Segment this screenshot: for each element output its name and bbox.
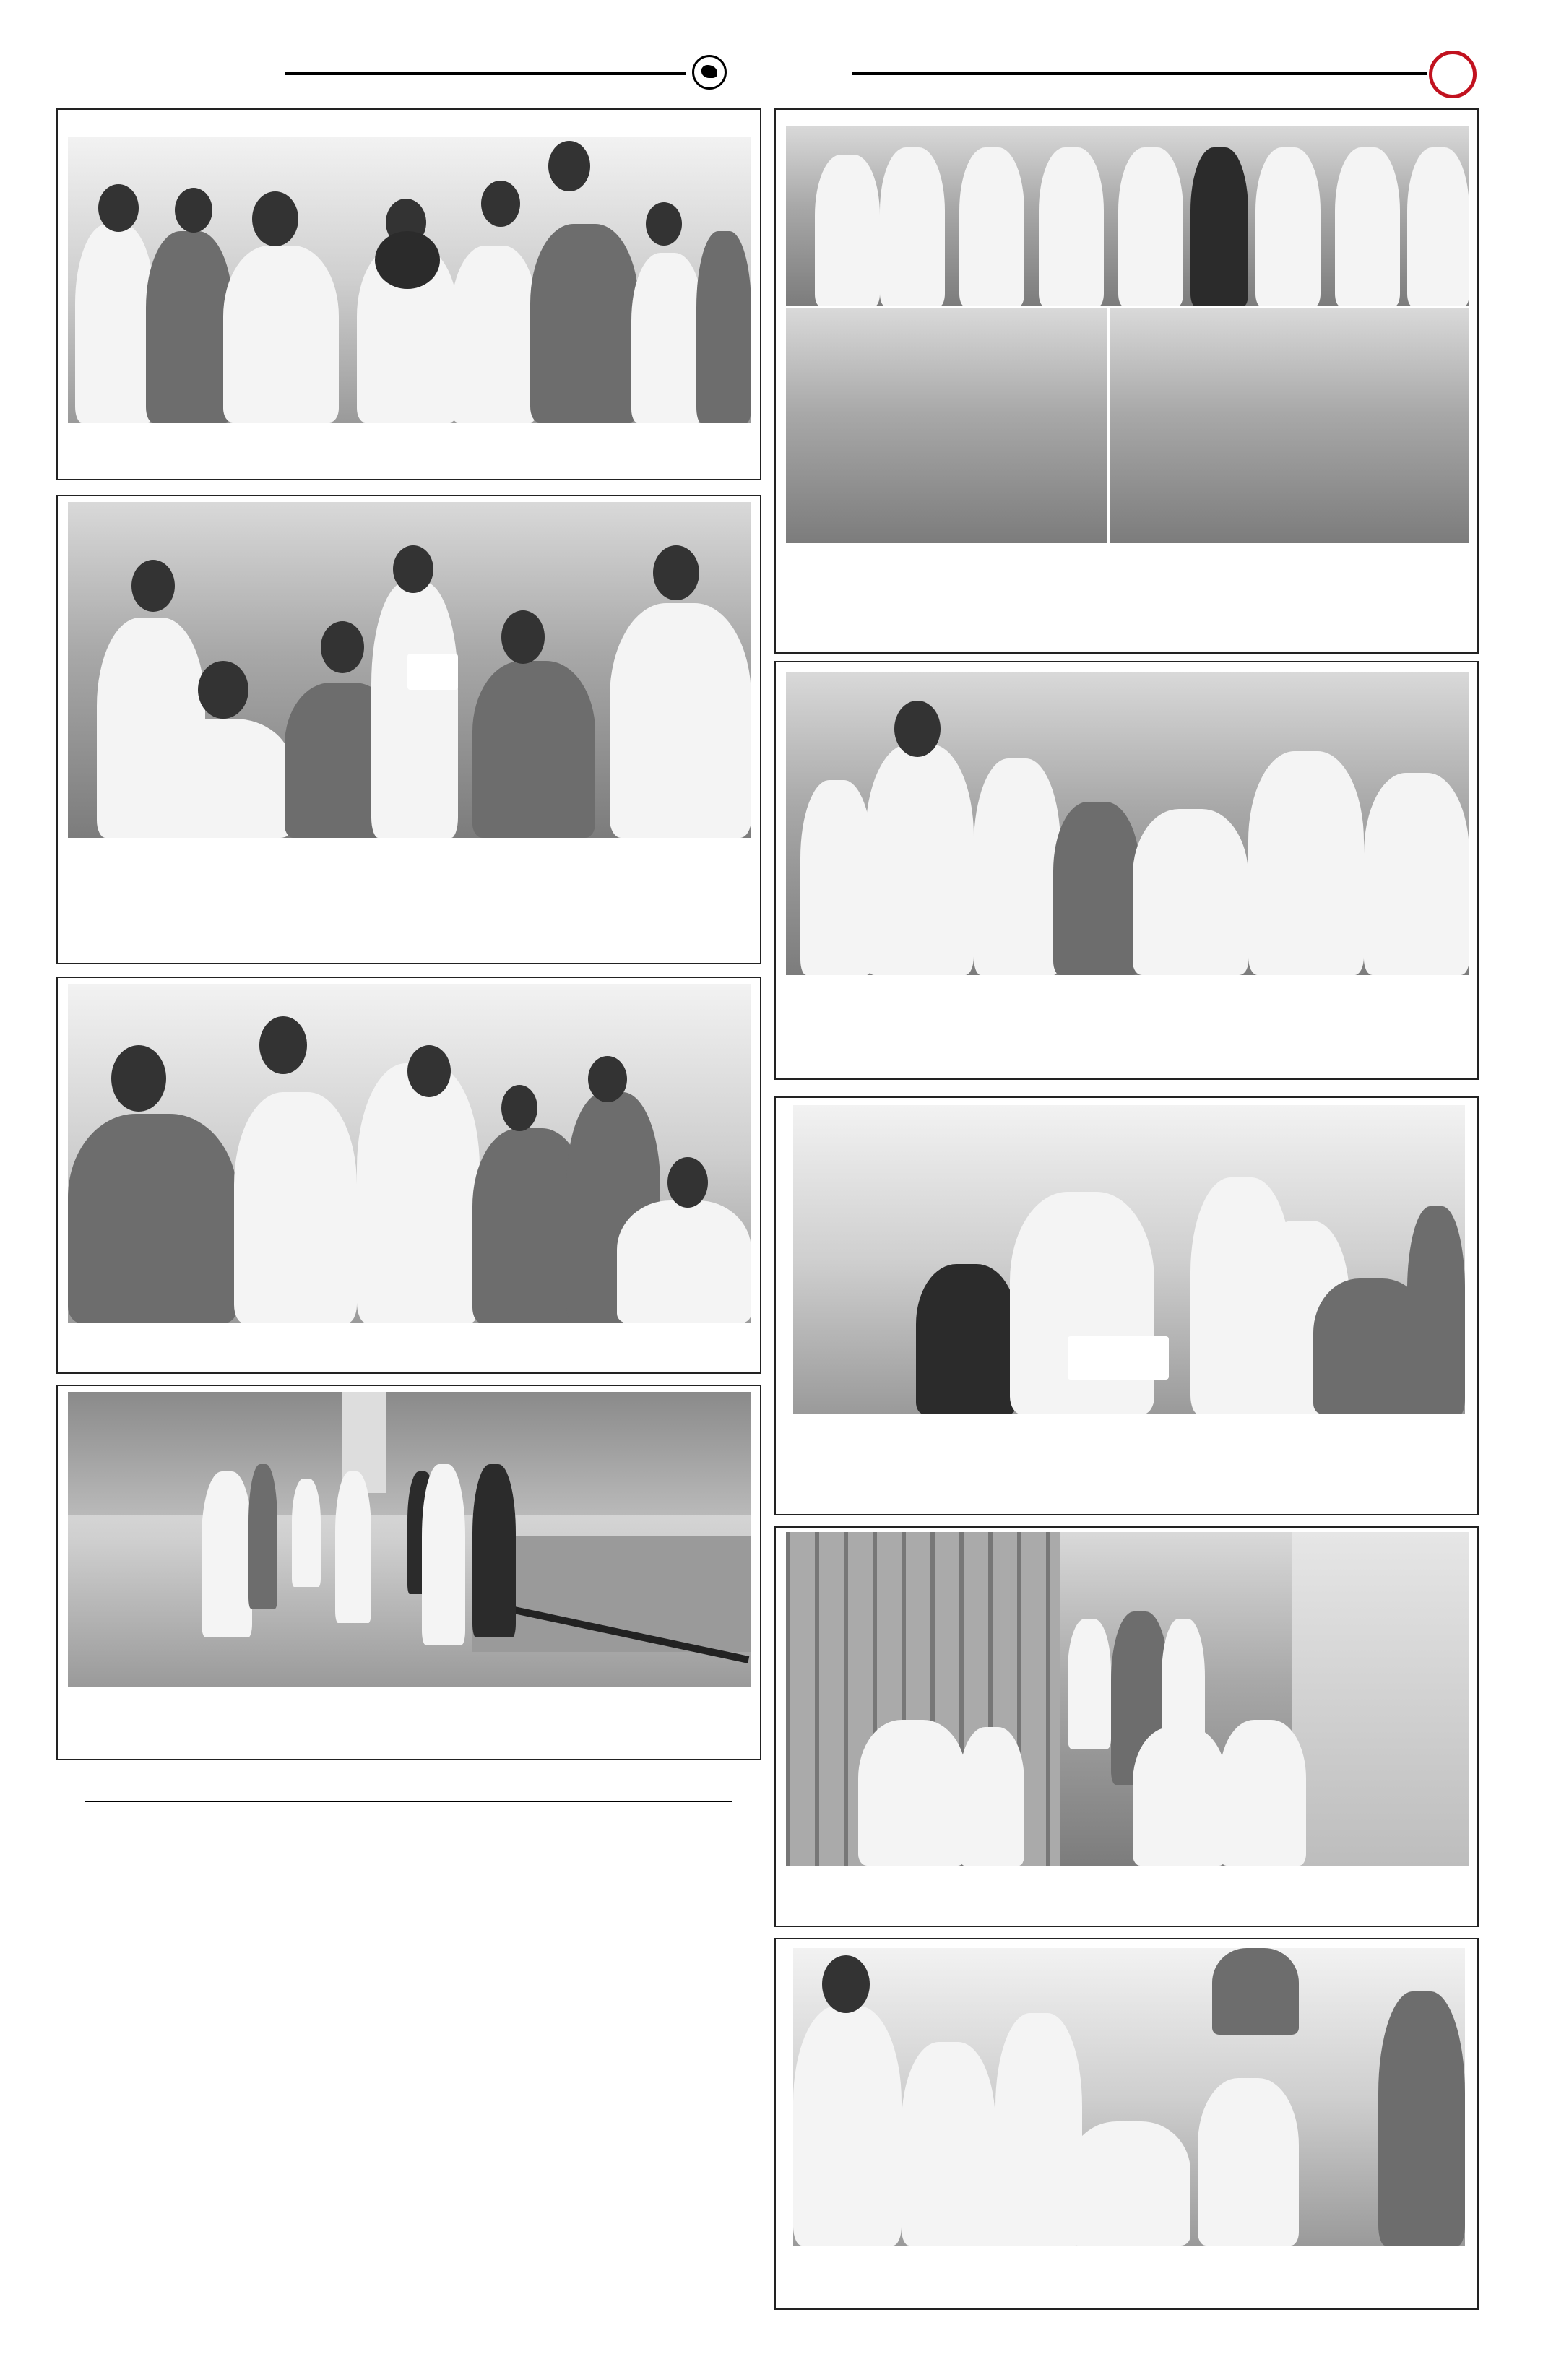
news-photo-box-right-1 [774, 108, 1479, 654]
news-photo-box-left-1 [56, 108, 761, 480]
news-photo-box-left-2 [56, 495, 761, 964]
photo-office-desk-meeting [793, 1105, 1465, 1414]
news-photo-box-left-4 [56, 1385, 761, 1760]
header-rule-right [852, 72, 1427, 75]
photo-statue-garland-tribute [786, 1532, 1469, 1866]
photo-student-gathering-left [786, 308, 1107, 543]
news-photo-box-right-3 [774, 1096, 1479, 1515]
news-photo-box-right-2 [774, 661, 1479, 1080]
left-column-divider [85, 1801, 732, 1802]
photo-office-visit [793, 1948, 1465, 2246]
red-circle-page-marker-icon [1429, 51, 1477, 98]
news-photo-box-right-4 [774, 1526, 1479, 1927]
photo-road-site-inspection [68, 1392, 751, 1687]
photo-award-presentation [68, 137, 751, 423]
photo-street-inspection [68, 984, 751, 1323]
elephant-emblem-icon [692, 55, 727, 90]
photo-petition-handover [68, 502, 751, 838]
photo-student-gathering-right [1110, 308, 1469, 543]
news-photo-box-right-5 [774, 1938, 1479, 2310]
news-photo-box-left-3 [56, 977, 761, 1374]
header-rule-left [285, 72, 686, 75]
photo-key-handover [786, 672, 1469, 975]
photo-book-release [786, 126, 1469, 306]
